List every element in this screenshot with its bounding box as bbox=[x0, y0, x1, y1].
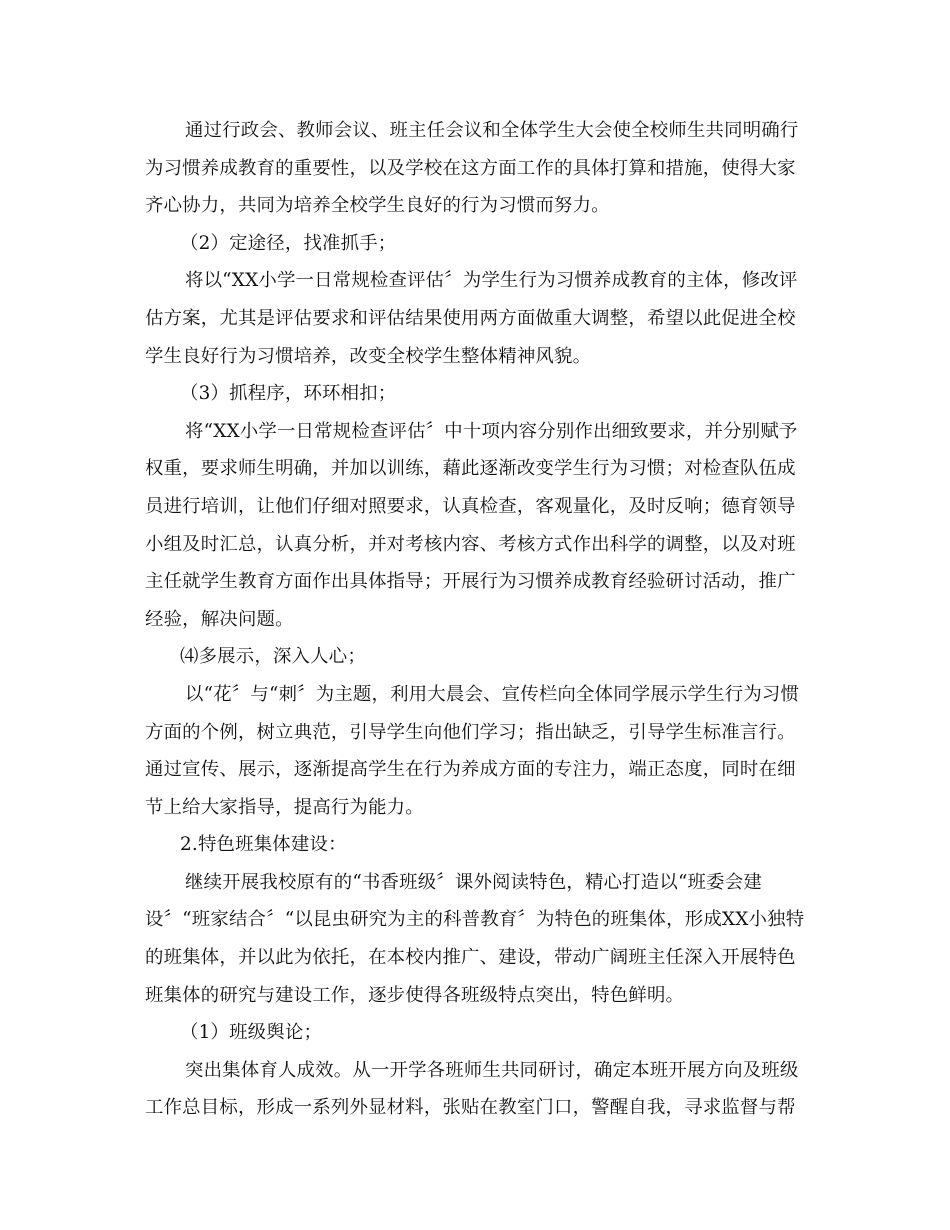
text-line: 齐心协力，共同为培养全校学生良好的行为习惯而努力。 bbox=[145, 195, 610, 217]
text-line: 为习惯养成教育的重要性，以及学校在这方面工作的具体打算和措施，使得大家 bbox=[145, 157, 796, 179]
text-line: 主任就学生教育方面作出具体指导；开展行为习惯养成教育经验研讨活动，推广 bbox=[145, 571, 796, 593]
document-body bbox=[0, 112, 950, 1127]
text-line: 班集体的研究与建设工作，逐步使得各班级特点突出，特色鲜明。 bbox=[145, 984, 685, 1006]
text-line: 设〞“班家结合〞“以昆虫研究为主的科普教育〞为特色的班集体，形成XX小独特 bbox=[145, 909, 805, 931]
text-line: 的班集体，并以此为依托，在本校内推广、建设，带动广阔班主任深入开展特色 bbox=[145, 947, 796, 969]
text-line: 经验，解决问题。 bbox=[145, 608, 294, 630]
text-line: （2）定途径，找准抓手； bbox=[180, 232, 397, 254]
text-line: 通过宣传、展示，逐渐提高学生在行为养成方面的专注力，端正态度，同时在细 bbox=[145, 759, 796, 781]
text-line: ⑷多展示，深入人心； bbox=[180, 646, 366, 668]
text-line: 通过行政会、教师会议、班主任会议和全体学生大会使全校师生共同明确行 bbox=[185, 120, 799, 141]
text-line: 权重，要求师生明确，并加以训练，藉此逐渐改变学生行为习惯；对检查队伍成 bbox=[145, 458, 796, 480]
text-line: 以“花〞与“刺〞为主题，利用大晨会、宣传栏向全体同学展示学生行为习惯 bbox=[185, 683, 800, 705]
text-line: 小组及时汇总，认真分析，并对考核内容、考核方式作出科学的调整，以及对班 bbox=[145, 533, 796, 555]
text-line: 将“XX小学一日常规检查评估〞中十项内容分别作出细致要求，并分别赋予 bbox=[185, 420, 798, 442]
text-line: 学生良好行为习惯培养，改变全校学生整体精神风貌。 bbox=[145, 345, 592, 367]
text-line: 员进行培训，让他们仔细对照要求，认真检查，客观量化，及时反响；德育领导 bbox=[145, 495, 796, 517]
text-line: 突出集体育人成效。从一开学各班师生共同研讨，确定本班开展方向及班级 bbox=[185, 1059, 799, 1081]
text-line: （1）班级舆论； bbox=[180, 1022, 323, 1044]
text-line: 将以“XX小学一日常规检查评估〞为学生行为习惯养成教育的主体，修改评 bbox=[185, 270, 798, 292]
text-line: 估方案，尤其是评估要求和评估结果使用两方面做重大调整，希望以此促进全校 bbox=[145, 307, 796, 329]
text-line: 2.特色班集体建设： bbox=[180, 834, 347, 856]
text-line: 工作总目标，形成一系列外显材料，张贴在教室门口，警醒自我，寻求监督与帮 bbox=[145, 1097, 796, 1119]
text-line: 方面的个例，树立典范，引导学生向他们学习；指出缺乏，引导学生标准言行。 bbox=[145, 721, 796, 743]
text-line: 继续开展我校原有的“书香班级〞课外阅读特色，精心打造以“班委会建 bbox=[185, 871, 762, 893]
text-line: （3）抓程序，环环相扣； bbox=[180, 383, 397, 405]
text-line: 节上给大家指导，提高行为能力。 bbox=[145, 796, 424, 818]
